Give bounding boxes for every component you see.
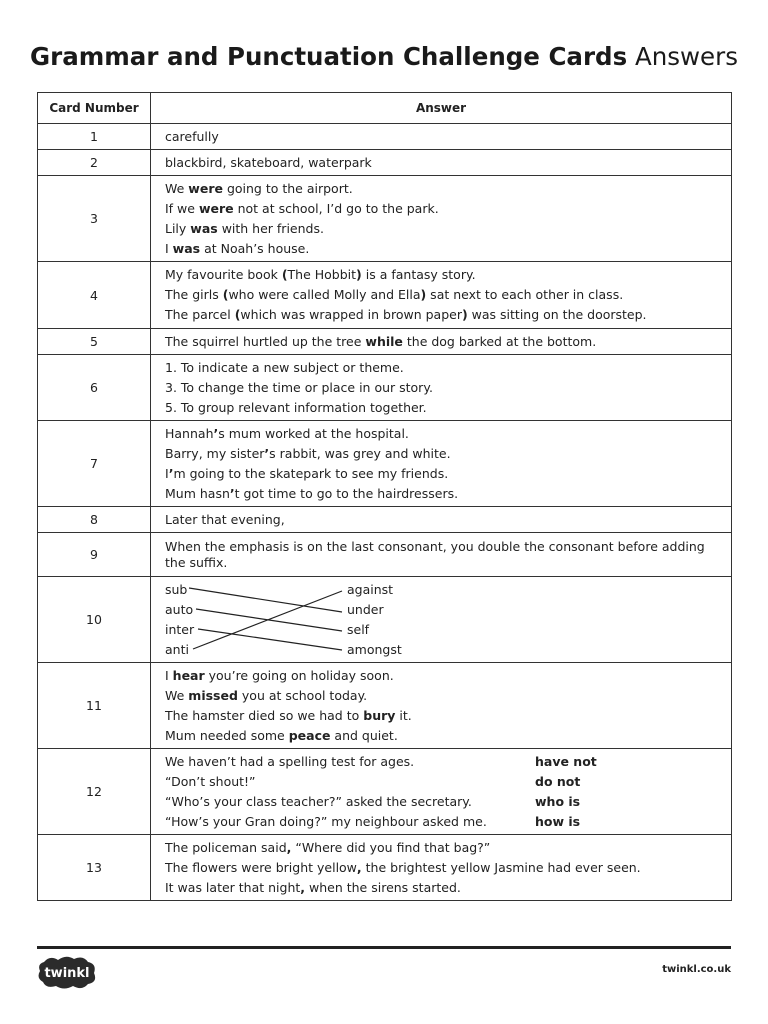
table-row [38,355,732,421]
answer-line: I was at Noah’s house. [165,240,310,256]
prefix-inter: inter [165,621,195,637]
answer-cell [151,749,732,835]
table-row [38,663,732,749]
matching-exercise [165,578,465,662]
header-row [38,93,732,124]
footer-rule [37,946,731,949]
word-against: against [347,581,394,597]
answer-line: The flowers were bright yellow, the brightest yellow Jasmine had ever seen. [165,859,641,875]
card-number: 6 [38,355,151,421]
answer-cell: When the emphasis is on the last consonant, you double the consonant before adding the suffix. [151,533,732,577]
site-url[interactable]: twinkl.co.uk [662,964,731,975]
card-number: 13 [38,835,151,901]
title-main: Grammar and Punctuation Challenge Cards [30,42,628,71]
card-number: 2 [38,150,151,176]
table-row [38,176,732,262]
card-number: 4 [38,262,151,329]
table-row [38,749,732,835]
card-number: 1 [38,124,151,150]
answer-line: We were going to the airport. [165,180,353,196]
answer-line: My favourite book (The Hobbit) is a fantasy story. [165,267,476,282]
answer-line: We haven’t had a spelling test for ages. have not [165,753,597,769]
table-row [38,262,732,329]
table-row [38,329,732,355]
table-row [38,577,732,663]
card-number: 7 [38,421,151,507]
answer-line: “Don’t shout!” do not [165,773,581,789]
answer-line: Mum hasn’t got time to go to the hairdressers. [165,485,459,501]
card-number: 9 [38,533,151,577]
answer-line: Lily was with her friends. [165,220,324,236]
table-row [38,421,732,507]
header-card-number: Card Number [38,93,151,124]
logo-text: twinkl [44,966,90,981]
answer-line: The policeman said, “Where did you find that bag?” [165,839,491,855]
answer-line: The parcel (which was wrapped in brown paper) was sitting on the doorstep. [165,307,647,322]
table-row [38,507,732,533]
matching-lines [165,578,465,662]
answer-line: I’m going to the skatepark to see my friends. [165,465,449,481]
prefix-anti: anti [165,641,189,657]
answer-cell: carefully [151,124,732,150]
answer-cell: 1. To indicate a new subject or theme. 3. To change the time or place in our story. 5. To group relevant information together. [151,355,732,421]
answer-line: I hear you’re going on holiday soon. [165,667,394,683]
answer-line: Mum needed some peace and quiet. [165,727,398,743]
page-title [0,42,768,71]
answer-line: Hannah’s mum worked at the hospital. [165,425,409,441]
match-line-inter-amongst [198,629,342,650]
table-row [38,533,732,577]
twinkl-logo [36,954,98,994]
answers-table [37,92,732,901]
answer-line: The hamster died so we had to bury it. [165,707,412,723]
answer-cell: blackbird, skateboard, waterpark [151,150,732,176]
answer-cell [151,421,732,507]
answer-line: “How’s your Gran doing?” my neighbour asked me. how is [165,813,581,829]
card-number: 3 [38,176,151,262]
match-line-anti-against [193,591,342,649]
answer-cell [151,329,732,355]
answer-line: The girls (who were called Molly and Ella) sat next to each other in class. [165,287,624,302]
answer-line: The squirrel hurtled up the tree while the dog barked at the bottom. [165,333,597,349]
answer-line: “Who’s your class teacher?” asked the secretary. who is [165,793,581,809]
answer-line: It was later that night, when the sirens started. [165,879,461,895]
table-row [38,124,732,150]
table-row [38,150,732,176]
prefix-auto: auto [165,601,194,617]
card-number: 11 [38,663,151,749]
answer-cell [151,176,732,262]
answer-cell: Later that evening, [151,507,732,533]
word-amongst: amongst [347,641,402,657]
table-row [38,835,732,901]
card-number: 5 [38,329,151,355]
answer-cell [151,663,732,749]
card-number: 12 [38,749,151,835]
prefix-sub: sub [165,581,188,597]
answer-cell [151,577,732,663]
answer-cell [151,835,732,901]
answer-line: If we were not at school, I’d go to the park. [165,200,439,216]
header-answer: Answer [151,93,732,124]
answer-line: We missed you at school today. [165,687,368,703]
card-number: 10 [38,577,151,663]
answer-line: Barry, my sister’s rabbit, was grey and white. [165,445,451,461]
word-under: under [347,601,384,617]
answer-cell [151,262,732,329]
card-number: 8 [38,507,151,533]
word-self: self [347,621,370,637]
title-suffix: Answers [634,42,738,71]
